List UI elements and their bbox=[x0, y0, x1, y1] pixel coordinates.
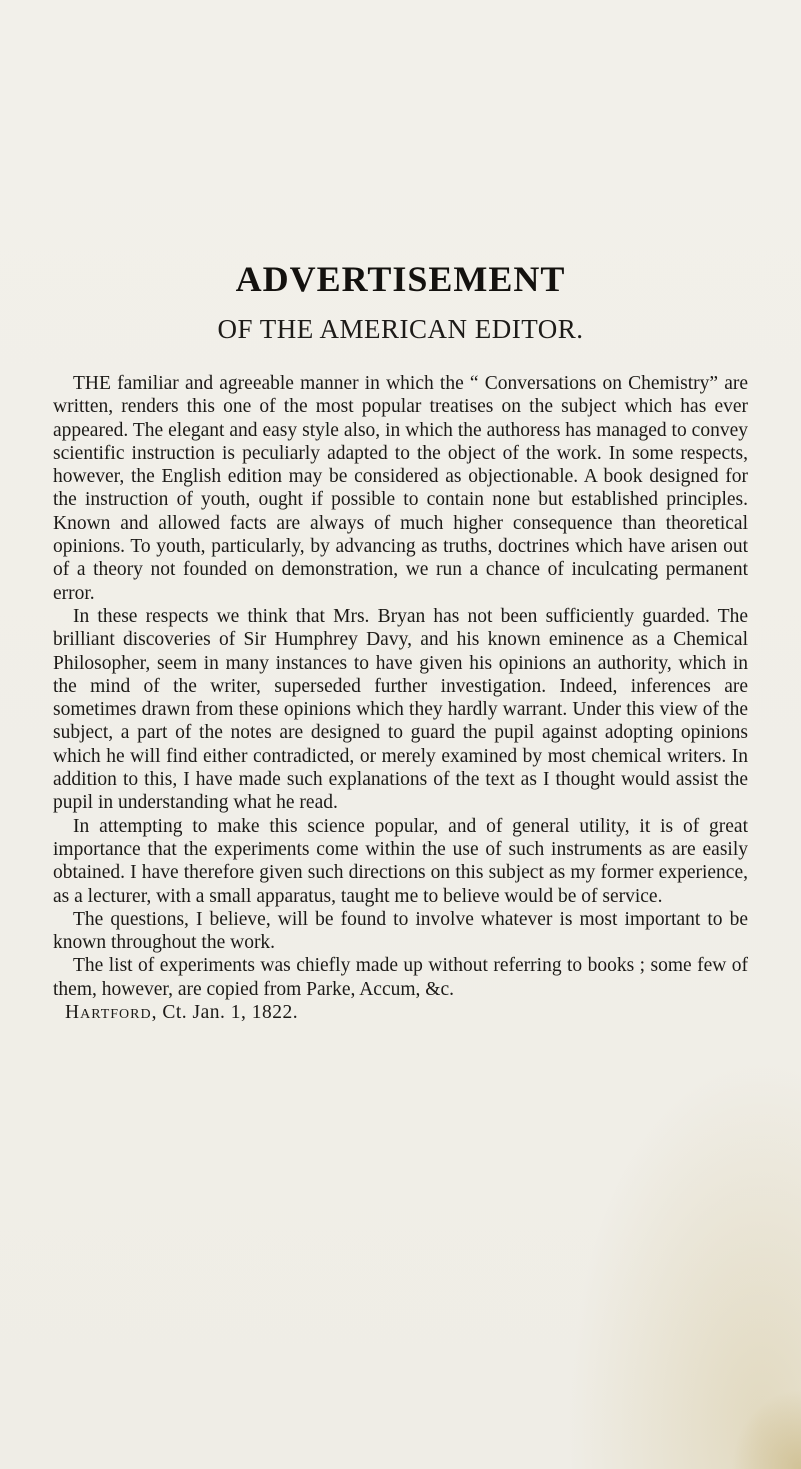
document-body bbox=[53, 372, 748, 1024]
signature-date: , Ct. Jan. 1, 1822. bbox=[151, 1002, 299, 1024]
page-subtitle: OF THE AMERICAN EDITOR. bbox=[217, 314, 584, 344]
paragraph: In these respects we think that Mrs. Bryan has not been sufficiently guarded. The brilliant discoveries of Sir Humphrey Davy, and his known eminence as a Chemical Philosopher, seem in many instances to have given his opinions an authority, which in the mind of the writer, superseded further investigation. Indeed, inferences are sometimes drawn from these opinions which they hardly warrant. Under this view of the subject, a part of the notes are designed to guard the pupil against adopting opinions which he will find either contradicted, or merely examined by most chemical writers. In addition to this, I have made such explanations of the text as I thought would assist the pupil in understanding what he read. bbox=[53, 605, 748, 814]
signature-line bbox=[53, 1001, 748, 1024]
paragraph: In attempting to make this science popular, and of general utility, it is of great importance that the experiments come within the use of such instruments as are easily obtained. I have therefore given such directions on this subject as my former experience, as a lecturer, with a small apparatus, taught me to believe would be of service. bbox=[53, 815, 748, 907]
paragraph: The list of experiments was chiefly made up without referring to books ; some few of them, however, are copied from Parke, Accum, &c. bbox=[53, 955, 748, 1000]
signature-place: Hartford bbox=[65, 1002, 152, 1024]
paragraph: THE familiar and agreeable manner in which the “ Conversations on Chemistry” are written, renders this one of the most popular treatises on the subject which has ever appeared. The elegant and easy style also, in which the authoress has managed to convey scientific instruction is peculiarly adapted to the object of the work. In some respects, however, the English edition may be considered as objectionable. A book designed for the instruction of youth, ought if possible to contain none but established principles. Known and allowed facts are always of much higher consequence than theoretical opinions. To youth, particularly, by advancing as truths, doctrines which have arisen out of a theory not founded on demonstration, we run a chance of inculcating permanent error. bbox=[53, 373, 748, 604]
paragraph: The questions, I believe, will be found to involve whatever is most important to be known throughout the work. bbox=[53, 908, 748, 954]
page-title: ADVERTISEMENT bbox=[235, 259, 566, 299]
paper-stain bbox=[731, 1389, 801, 1469]
